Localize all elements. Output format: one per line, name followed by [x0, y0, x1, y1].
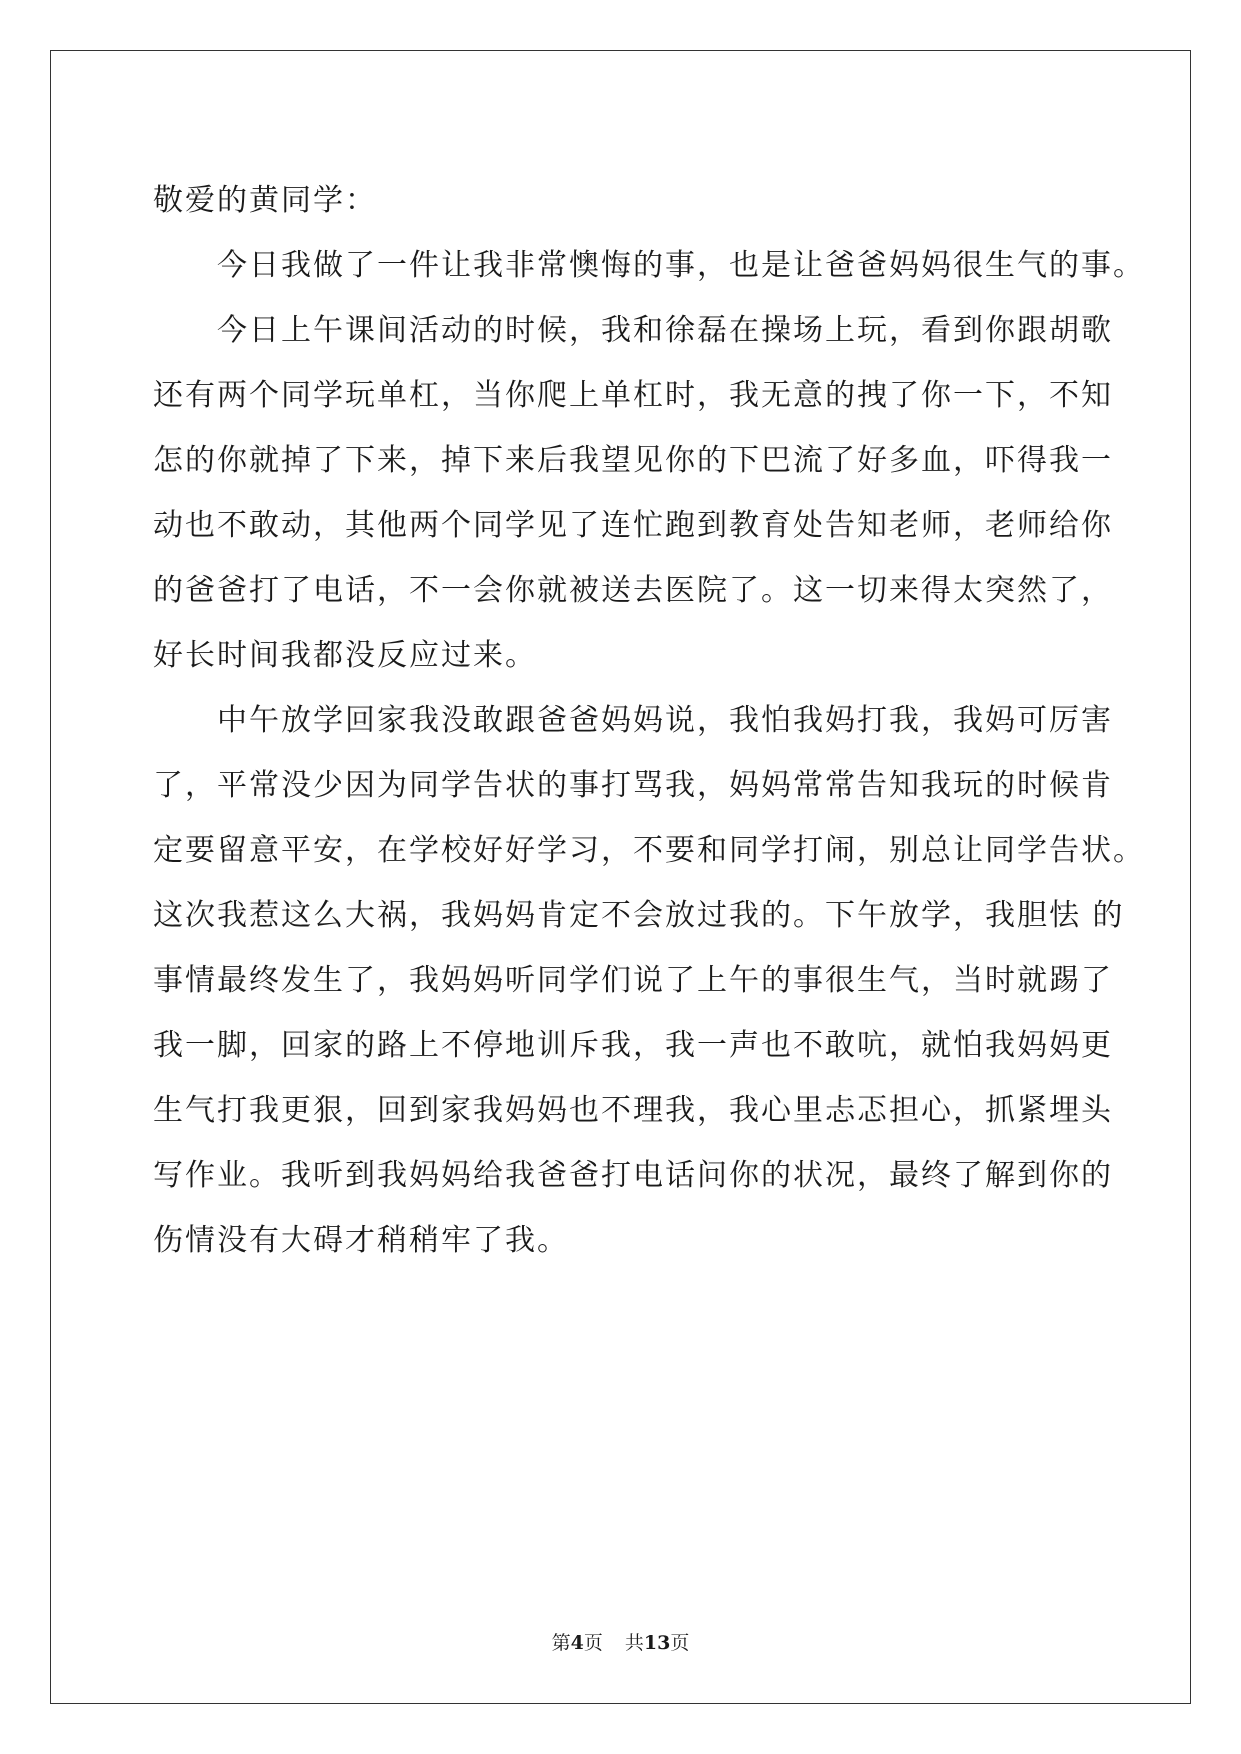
- text-line: 好长时间我都没反应过来。: [153, 638, 537, 673]
- page-footer: [0, 1628, 1241, 1655]
- text-line: 今日我做了一件让我非常懊悔的事，也是让爸爸妈妈很生气的事。: [217, 248, 1145, 283]
- text-line: 动也不敢动，其他两个同学见了连忙跑到教育处告知老师，老师给你: [153, 508, 1113, 543]
- page-prefix: 第: [551, 1632, 571, 1654]
- text-line: 这次我惹这么大祸，我妈妈肯定不会放过我的。下午放学，我胆怯 的: [153, 898, 1125, 933]
- text-line: 定要留意平安，在学校好好学习，不要和同学打闹，别总让同学告状。: [153, 833, 1145, 868]
- letter-body: [153, 168, 1145, 1273]
- salutation-line: 敬爱的黄同学：: [153, 183, 377, 218]
- text-line: 生气打我更狠，回到家我妈妈也不理我，我心里忐忑担心，抓紧埋头: [153, 1093, 1113, 1128]
- total-suffix: 页: [670, 1632, 690, 1654]
- text-line: 事情最终发生了，我妈妈听同学们说了上午的事很生气，当时就踢了: [153, 963, 1113, 998]
- page-suffix: 页: [583, 1632, 603, 1654]
- text-line: 写作业。我听到我妈妈给我爸爸打电话问你的状况，最终了解到你的: [153, 1158, 1113, 1193]
- text-line: 的爸爸打了电话，不一会你就被送去医院了。这一切来得太突然了，: [153, 573, 1113, 608]
- text-line: 我一脚，回家的路上不停地训斥我，我一声也不敢吭，就怕我妈妈更: [153, 1028, 1113, 1063]
- text-line: 还有两个同学玩单杠，当你爬上单杠时，我无意的拽了你一下，不知: [153, 378, 1113, 413]
- page-number: 4: [570, 1632, 584, 1654]
- total-prefix: 共: [624, 1632, 644, 1654]
- text-line: 中午放学回家我没敢跟爸爸妈妈说，我怕我妈打我，我妈可厉害: [217, 703, 1113, 738]
- text-line: 怎的你就掉了下来，掉下来后我望见你的下巴流了好多血，吓得我一: [153, 443, 1113, 478]
- total-pages: 13: [643, 1632, 671, 1654]
- text-line: 了，平常没少因为同学告状的事打骂我，妈妈常常告知我玩的时候肯: [153, 768, 1113, 803]
- text-line: 伤情没有大碍才稍稍牢了我。: [153, 1223, 569, 1258]
- text-line: 今日上午课间活动的时候，我和徐磊在操场上玩，看到你跟胡歌: [217, 313, 1113, 348]
